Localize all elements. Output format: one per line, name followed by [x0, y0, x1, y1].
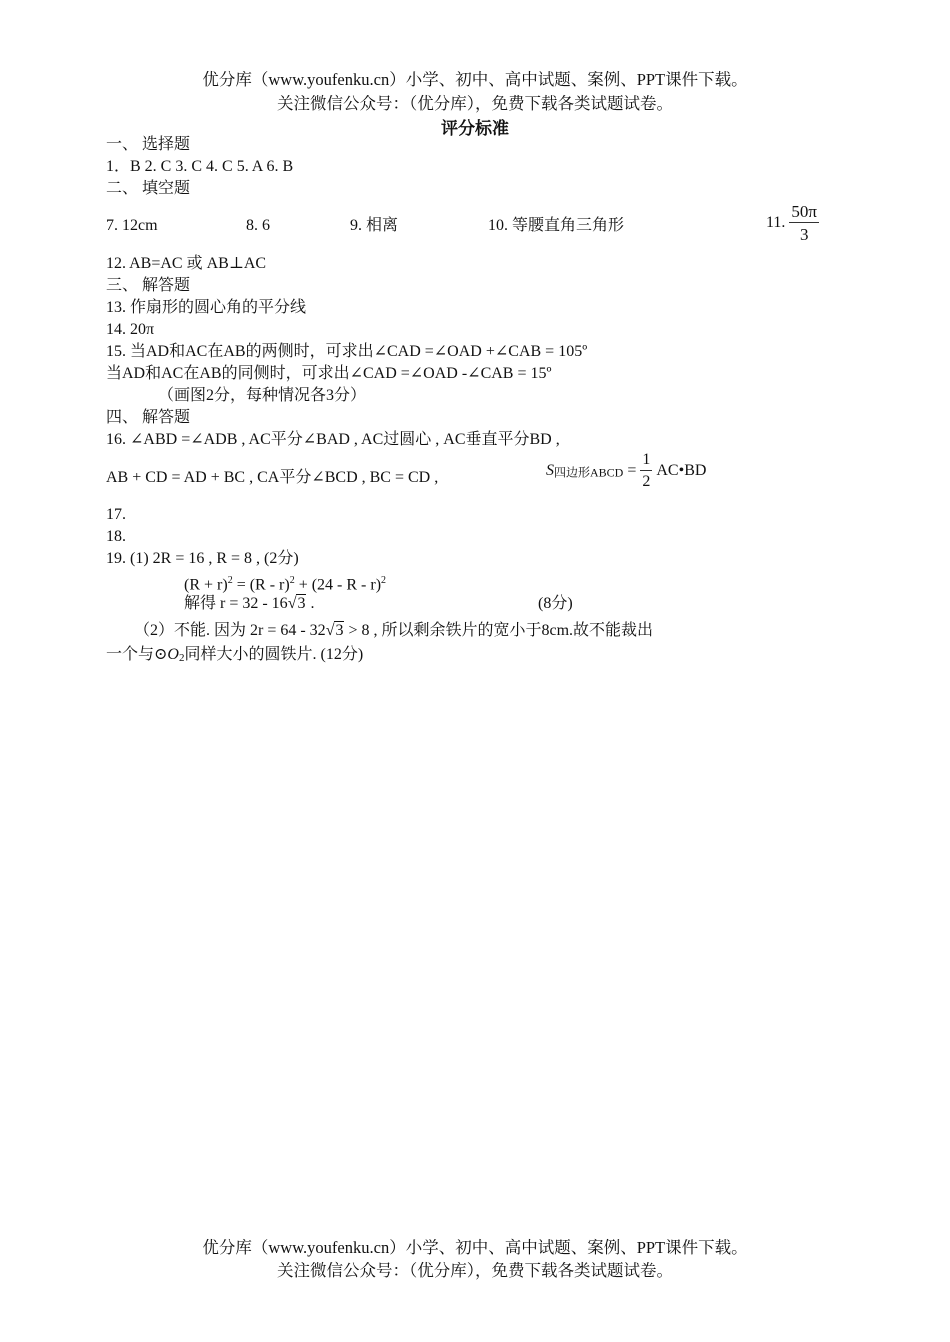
diagonal-product: AC•BD: [656, 462, 707, 479]
eq-right: + (24 - R - r): [294, 576, 382, 594]
answer-q15-line1: 15. 当AD和AC在AB的两侧时，可求出∠CAD =∠OAD +∠CAB = 105º: [106, 343, 588, 360]
square-3: 2: [381, 575, 387, 586]
circle-subscript: 2: [178, 652, 185, 664]
circle-o: O: [167, 646, 179, 663]
equals-sign: =: [627, 462, 637, 479]
answer-q14: 14. 20π: [106, 321, 155, 338]
answer-q19-score: (8分): [538, 595, 573, 612]
header-line-2: 关注微信公众号：（优分库），免费下载各类试题试卷。: [277, 94, 673, 113]
footer-line-1: 优分库（www.youfenku.cn）小学、初中、高中试题、案例、PPT课件下载。: [202, 1238, 748, 1257]
answer-q13: 13. 作扇形的圆心角的平分线: [106, 299, 307, 316]
q11-denominator: 3: [799, 225, 809, 244]
answer-q10: 10. 等腰直角三角形: [488, 217, 625, 234]
answer-q12: 12. AB=AC 或 AB⊥AC: [106, 255, 267, 272]
part2-text: （2）不能. 因为 2r = 64 - 32: [134, 622, 326, 639]
section-fill: 二、 填空题: [106, 180, 191, 197]
answer-q11: [766, 203, 819, 243]
answer-q7: 7. 12cm: [106, 217, 158, 234]
half-denominator: 2: [642, 473, 651, 490]
part2-conclusion: > 8 , 所以剩余铁片的宽小于8cm.故不能裁出: [344, 622, 654, 639]
answer-q8: 8. 6: [246, 217, 270, 234]
radicand: 3: [297, 595, 306, 612]
area-subscript: 四边形ABCD: [554, 465, 624, 480]
answer-q15-line2: 当AD和AC在AB的同侧时，可求出∠CAD =∠OAD -∠CAB = 15º: [106, 365, 552, 382]
footer-line-2: 关注微信公众号：（优分库），免费下载各类试题试卷。: [277, 1261, 673, 1280]
answer-q17: 17.: [106, 506, 126, 523]
half-numerator: 1: [640, 452, 652, 471]
eq-mid: = (R - r): [232, 576, 290, 594]
q11-fraction: [789, 203, 819, 243]
answer-q19-line3: [184, 594, 314, 614]
part2-cont: 一个与⊙: [106, 646, 168, 663]
half-fraction: [640, 452, 652, 490]
part2-end: 同样大小的圆铁片. (12分): [184, 646, 364, 663]
section-solve-2: 四、 解答题: [106, 409, 191, 426]
radicand: 3: [335, 622, 344, 639]
solution-text: 解得 r = 32 - 16: [184, 595, 288, 612]
area-symbol: S: [546, 462, 554, 479]
answer-q16-line1: 16. ∠ABD =∠ADB , AC平分∠BAD , AC过圆心 , AC垂直平分BD ,: [106, 431, 560, 448]
q11-numerator: 50π: [791, 202, 817, 221]
answer-q9: 9. 相离: [350, 217, 399, 234]
answer-q16-line2: AB + CD = AD + BC , CA平分∠BCD , BC = CD ,: [106, 469, 439, 486]
answer-q19-line5: [106, 645, 363, 668]
answer-q15-note: （画图2分，每种情况各3分）: [158, 387, 367, 404]
choice-answers: 1．B 2. C 3. C 4. C 5. A 6. B: [106, 158, 294, 175]
eq-left: (R + r): [184, 576, 228, 594]
sqrt-3-b: √3: [325, 622, 344, 639]
page-title: 评分标准: [441, 119, 509, 138]
answer-q19-line1: 19. (1) 2R = 16 , R = 8 , (2分): [106, 550, 299, 567]
answer-q19-line4: [134, 621, 653, 641]
header-line-1: 优分库（www.youfenku.cn）小学、初中、高中试题、案例、PPT课件下载。: [202, 70, 748, 89]
answer-q19-line2: [184, 571, 386, 595]
square-1: 2: [227, 575, 233, 586]
section-choice: 一、 选择题: [106, 136, 191, 153]
answer-q18: 18.: [106, 528, 126, 545]
q16-area-formula: [546, 452, 706, 490]
q11-label: 11.: [766, 214, 786, 231]
square-2: 2: [289, 575, 295, 586]
section-solve-1: 三、 解答题: [106, 277, 191, 294]
sqrt-3-a: √3: [287, 595, 306, 612]
solution-end: .: [306, 595, 315, 612]
